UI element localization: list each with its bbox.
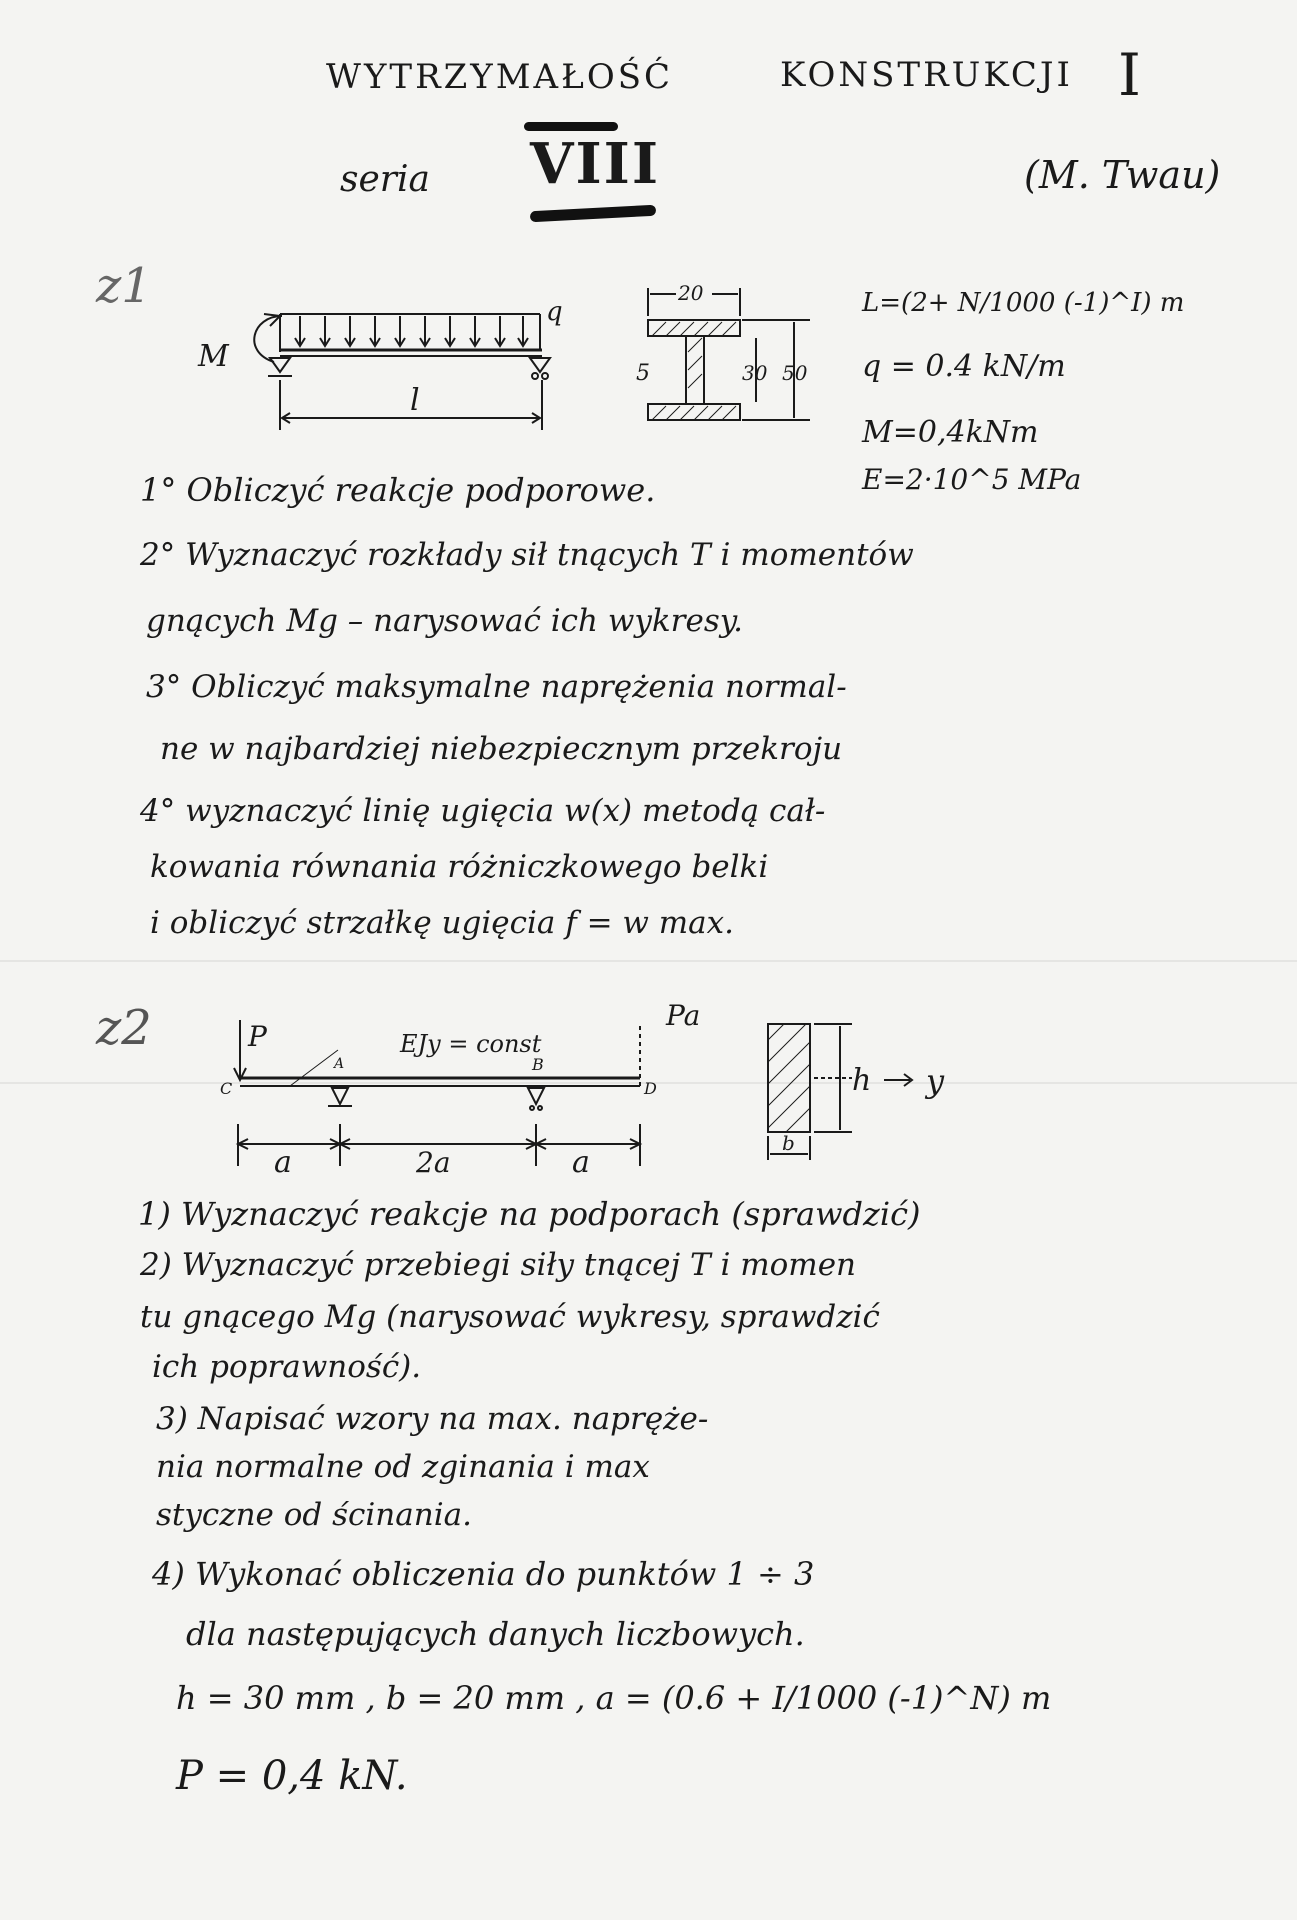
load-label: q — [546, 300, 563, 327]
z1-task-4c: i obliczyć strzałkę ugięcia f = w max. — [150, 905, 735, 941]
series-number: VIII — [530, 131, 661, 197]
z1-task-3: 3° Obliczyć maksymalne naprężenia normal- — [146, 669, 847, 705]
z1-task-1: 1° Obliczyć reakcje podporowe. — [140, 471, 656, 509]
z1-task-4: 4° wyznaczyć linię ugięcia w(x) metodą cał- — [140, 793, 826, 829]
point-D-label: D — [644, 1079, 657, 1098]
author: (M. Twau) — [1024, 153, 1221, 197]
point-C-label: C — [220, 1079, 233, 1098]
stiffness-label: EJy = const — [400, 1030, 542, 1058]
z2-task-3: 3) Napisać wzory na max. napręże- — [156, 1401, 709, 1437]
point-A-label: A — [334, 1056, 345, 1072]
series-underline-top — [524, 122, 618, 131]
z2-label: z2 — [96, 1000, 152, 1056]
roller-support-right — [530, 358, 550, 372]
z1-task-3b: ne w najbardziej niebezpiecznym przekroju — [160, 731, 843, 767]
span-mid-label: 2a — [416, 1146, 451, 1179]
support-B — [528, 1088, 544, 1104]
z1-task-4b: kowania równania różniczkowego belki — [150, 849, 769, 885]
length-label: l — [410, 383, 420, 418]
z2-data-values: h = 30 mm , b = 20 mm , a = (0.6 + I/1000 (-1)^N) m — [176, 1679, 1052, 1717]
support-A — [332, 1088, 348, 1104]
pin-support-left — [270, 358, 290, 372]
z1-task-2b: gnących Mg – narysować ich wykresy. — [146, 603, 743, 639]
z2-task-2c: ich poprawność). — [152, 1349, 422, 1385]
z2-task-4: 4) Wykonać obliczenia do punktów 1 ÷ 3 — [152, 1555, 815, 1593]
span-left-label: a — [274, 1145, 292, 1180]
web-dim: 5 — [636, 361, 650, 386]
param-L: L=(2+ N/1000 (-1)^I) m — [862, 288, 1185, 318]
moment-Pa-label: Pa — [666, 999, 701, 1032]
series-label: seria — [340, 159, 430, 200]
z2-task-3b: nia normalne od zginania i max — [156, 1449, 650, 1485]
flange-width-dim: 20 — [678, 281, 704, 305]
z2-data-P: P = 0,4 kN. — [176, 1753, 408, 1799]
z2-task-2: 2) Wyznaczyć przebiegi siły tnącej T i momen — [140, 1247, 857, 1283]
param-q: q = 0.4 kN/m — [862, 349, 1066, 384]
paper-fold — [0, 960, 1297, 962]
height-label: h — [852, 1063, 872, 1098]
force-label: P — [248, 1020, 267, 1053]
param-M: M=0,4kNm — [862, 415, 1039, 450]
z2-task-4b: dla następujących danych liczbowych. — [186, 1615, 805, 1653]
inner-height-dim: 30 — [742, 361, 768, 385]
z1-label: z1 — [96, 258, 152, 314]
total-height-dim: 50 — [782, 361, 808, 385]
axis-label: y — [926, 1062, 945, 1100]
z2-rect-section — [756, 1010, 996, 1180]
moment-arc — [254, 316, 282, 362]
z1-task-2: 2° Wyznaczyć rozkłady sił tnących T i momentów — [140, 537, 914, 573]
z2-task-1: 1) Wyznaczyć reakcje na podporach (sprawdzić) — [138, 1195, 921, 1233]
moment-label: M — [198, 339, 229, 374]
title-right: KONSTRUKCJI — [780, 55, 1073, 95]
z2-task-2b: tu gnącego Mg (narysować wykresy, sprawdzić — [140, 1299, 880, 1335]
point-B-label: B — [532, 1055, 544, 1074]
z1-i-section — [630, 278, 830, 438]
z1-beam-diagram — [190, 300, 580, 440]
width-label: b — [782, 1131, 795, 1155]
z2-beam-diagram — [210, 1006, 710, 1186]
z2-task-3c: styczne od ścinania. — [156, 1497, 472, 1533]
series-underline-bottom — [530, 205, 656, 223]
param-E: E=2·10^5 MPa — [862, 463, 1082, 496]
title-left: WYTRZYMAŁOŚĆ — [326, 57, 674, 97]
span-right-label: a — [572, 1145, 590, 1180]
title-numeral: I — [1118, 41, 1141, 109]
